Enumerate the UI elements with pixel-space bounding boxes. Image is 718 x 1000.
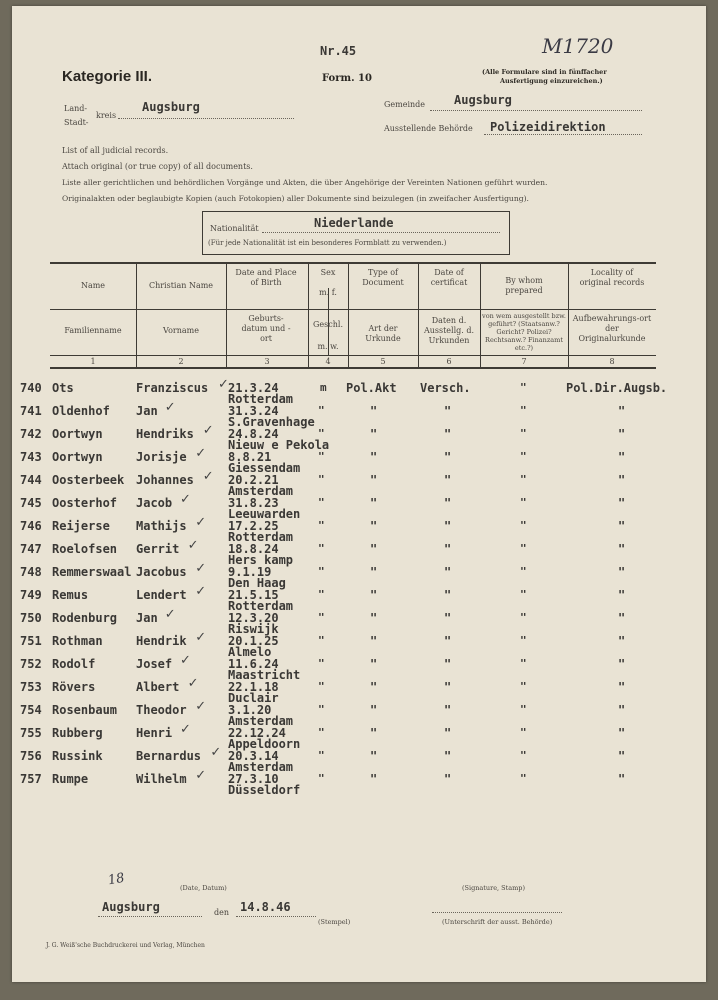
cell-birthplace: Rotterdam [228,599,294,613]
land-label: Land- [64,104,88,113]
cell-birth: 22.12.24 [228,726,286,740]
cell-birth: 18.8.24 [228,542,279,556]
cell-birth: 21.5.15 [228,588,279,602]
cell-date: " [444,611,452,625]
col-6-num: 6 [446,357,452,366]
cell-birth: 17.2.25 [228,519,279,533]
col-3-num: 3 [264,357,270,366]
cell-first: Wilhelm [136,772,187,786]
cell-birthplace: Maastricht [228,668,301,682]
cell-no: 740 [20,381,42,395]
cell-sex: " [318,726,325,739]
cell-sex: " [318,565,325,578]
cell-loc: " [618,473,626,487]
cell-first: Jacob [136,496,173,510]
check-mark-icon: ✓ [180,492,191,507]
cell-first: Jacobus [136,565,187,579]
cell-birthplace: Amsterdam [228,760,294,774]
cell-birthplace: Appeldoorn [228,737,301,751]
cell-by: " [520,427,527,440]
gemeinde-value: Augsburg [454,93,512,107]
cell-birthplace: Hers kamp [228,553,294,567]
kreis-value: Augsburg [142,100,200,114]
cell-no: 753 [20,680,42,694]
cell-loc: Pol.Dir.Augsb. [566,381,668,395]
cell-birthplace: Leeuwarden [228,507,301,521]
cell-by: " [520,473,527,486]
col-4-sub-en: m. f. [319,288,337,297]
cell-by: " [520,611,527,624]
cell-birthplace: Duclair [228,691,279,705]
date-value: 14.8.46 [240,900,291,914]
cell-by: " [520,519,527,532]
cell-type: " [370,565,378,579]
cell-birthplace: Riswijk [228,622,279,636]
check-mark-icon: ✓ [187,538,199,553]
col-4-en: Sex [320,268,336,277]
cell-loc: " [618,588,626,602]
cell-date: " [444,519,452,533]
cell-date: Versch. [420,381,471,395]
cell-birthplace: Amsterdam [228,484,294,498]
cell-date: " [444,450,452,464]
col-5-num: 5 [380,357,386,366]
col-8-num: 8 [609,357,615,366]
cell-date: " [444,427,452,441]
cell-type: " [370,703,378,717]
cell-first: Jan [136,404,158,418]
col-6-en: Date of certificat [430,268,468,287]
cell-loc: " [618,542,626,556]
nationality-note: (Für jede Nationalität ist ein besonderes Formblatt zu verwenden.) [208,239,447,247]
instruction-3: Liste aller gerichtlichen und behördlichen Vorgänge und Akten, die über Angehörige der Vereinten Nationen geführt wurden. [62,178,548,187]
cell-birth: 22.1.18 [228,680,279,694]
check-mark-icon: ✓ [195,699,207,714]
cell-birth: 24.8.24 [228,427,279,441]
cell-date: " [444,657,452,671]
col-2-de: Vorname [163,326,199,335]
cell-first: Theodor [136,703,187,717]
cell-no: 751 [20,634,42,648]
col-7-de: von wem ausgestellt bzw. geführt? (Staatsanw.? Gericht? Polizei? Rechtsanw.? Finanzamt etc.?) [482,312,566,352]
cell-first: Josef [136,657,173,671]
col-7-en: By whom prepared [505,276,543,295]
cell-sex: " [318,542,325,555]
cell-loc: " [618,703,626,717]
cell-surname: Rövers [52,680,96,694]
cell-birth: 21.3.24 [228,381,279,395]
cell-date: " [444,565,452,579]
cell-surname: Reijerse [52,519,110,533]
cell-no: 748 [20,565,42,579]
place-value: Augsburg [102,900,160,914]
cell-date: " [444,496,452,510]
stempel-label: (Stempel) [318,918,351,926]
den-label: den [214,908,230,917]
cell-birth: 20.3.14 [228,749,279,763]
col-8-en: Locality of original records [579,268,645,287]
cell-by: " [520,772,527,785]
col-5-de: Art der Urkunde [365,324,401,343]
cell-type: " [370,772,378,786]
cell-birthplace: Giessendam [228,461,301,475]
cell-surname: Oortwyn [52,450,103,464]
col-3-en: Date and Place of Birth [235,268,297,287]
document-page [12,6,706,982]
cell-type: " [370,749,378,763]
cell-first: Henri [136,726,173,740]
note-line-1: (Alle Formulare sind in fünffacher [482,68,607,76]
handwritten-reference: M1720 [542,34,614,58]
cell-no: 755 [20,726,42,740]
cell-birthplace: Rotterdam [228,392,294,406]
cell-birth: 3.1.20 [228,703,272,717]
cell-no: 742 [20,427,42,441]
col-4-sub-de: m. w. [317,342,339,351]
cell-date: " [444,726,452,740]
cell-loc: " [618,519,626,533]
cell-surname: Ots [52,381,74,395]
cell-birth: 8.8.21 [228,450,272,464]
gemeinde-label: Gemeinde [384,100,426,109]
check-mark-icon: ✓ [195,515,207,530]
cell-type: " [370,519,378,533]
cell-date: " [444,473,452,487]
cell-loc: " [618,634,626,648]
cell-birthplace: Almelo [228,645,272,659]
cell-date: " [444,680,452,694]
cell-surname: Rodenburg [52,611,118,625]
cell-type: " [370,726,378,740]
check-mark-icon: ✓ [218,377,229,392]
behoerde-value: Polizeidirektion [490,120,606,134]
cell-by: " [520,542,527,555]
cell-by: " [520,404,527,417]
col-1-de: Familienname [64,326,122,335]
cell-sex: " [318,473,325,486]
check-mark-icon: ✓ [164,607,176,622]
stadt-label: Stadt- [64,118,89,127]
cell-by: " [520,565,527,578]
nationality-label: Nationalität [210,224,259,233]
cell-surname: Russink [52,749,103,763]
instruction-2: Attach original (or true copy) of all documents. [62,162,253,171]
cell-birth: 27.3.10 [228,772,279,786]
cell-sex: " [318,680,325,693]
cell-loc: " [618,565,626,579]
cell-surname: Rumpe [52,772,89,786]
cell-sex: " [318,657,325,670]
cell-by: " [520,496,527,509]
cell-birthplace: Düsseldorf [228,783,301,797]
cell-surname: Oosterhof [52,496,118,510]
col-1-num: 1 [90,357,96,366]
cell-surname: Remus [52,588,89,602]
check-mark-icon: ✓ [202,469,214,484]
cell-type: " [370,680,378,694]
cell-surname: Rubberg [52,726,103,740]
cell-surname: Oldenhof [52,404,110,418]
cell-birthplace: S.Gravenhage [228,415,315,429]
cell-by: " [520,450,527,463]
instruction-4: Originalakten oder beglaubigte Kopien (auch Fotokopien) aller Dokumente sind beizulegen (in zweifacher Ausfertigung). [62,194,529,203]
cell-loc: " [618,749,626,763]
check-mark-icon: ✓ [187,676,199,691]
cell-type: Pol.Akt [346,381,397,395]
cell-first: Bernardus [136,749,202,763]
cell-birth: 11.6.24 [228,657,279,671]
printer-imprint: J. G. Weiß'sche Buchdruckerei und Verlag, München [46,942,205,949]
cell-by: " [520,381,527,394]
cell-by: " [520,657,527,670]
cell-sex: " [318,588,325,601]
form-label: Form. 10 [322,73,372,84]
cell-birth: 9.1.19 [228,565,272,579]
cell-first: Hendriks [136,427,194,441]
cell-type: " [370,496,378,510]
check-mark-icon: ✓ [210,745,222,760]
cell-by: " [520,680,527,693]
cell-by: " [520,634,527,647]
cell-no: 757 [20,772,42,786]
check-mark-icon: ✓ [180,653,191,668]
cell-no: 744 [20,473,42,487]
cell-sex: " [318,703,325,716]
col-4-de: Geschl. [313,320,343,329]
col-7-num: 7 [521,357,527,366]
cell-by: " [520,726,527,739]
cell-type: " [370,542,378,556]
col-2-num: 2 [178,357,184,366]
cell-birth: 31.3.24 [228,404,279,418]
cell-sex: m [320,381,327,394]
cell-loc: " [618,496,626,510]
check-mark-icon: ✓ [195,446,207,461]
behoerde-label: Ausstellende Behörde [384,124,473,133]
cell-birthplace: Den Haag [228,576,286,590]
cell-loc: " [618,611,626,625]
cell-surname: Oortwyn [52,427,103,441]
cell-sex: " [318,427,325,440]
cell-surname: Rothman [52,634,103,648]
cell-date: " [444,404,452,418]
cell-date: " [444,588,452,602]
cell-no: 746 [20,519,42,533]
check-mark-icon: ✓ [195,768,207,783]
cell-no: 756 [20,749,42,763]
cell-sex: " [318,496,325,509]
check-mark-icon: ✓ [195,584,207,599]
cell-surname: Rosenbaum [52,703,118,717]
cell-first: Johannes [136,473,194,487]
cell-date: " [444,749,452,763]
cell-first: Jan [136,611,158,625]
cell-birth: 20.1.25 [228,634,279,648]
cell-first: Jorisje [136,450,187,464]
col-3-de: Geburts-datum und -ort [241,314,291,343]
cell-first: Franziscus [136,381,209,395]
cell-loc: " [618,450,626,464]
col-8-de: Aufbewahrungs-ort der Originalurkunde [572,314,652,343]
cell-surname: Rodolf [52,657,96,671]
cell-by: " [520,588,527,601]
cell-sex: " [318,749,325,762]
cell-no: 745 [20,496,42,510]
instruction-1: List of all judicial records. [62,146,169,155]
cell-by: " [520,749,527,762]
check-mark-icon: ✓ [195,561,207,576]
cell-loc: " [618,657,626,671]
col-4-num: 4 [325,357,331,366]
margin-handwritten-mark: 18 [106,870,126,889]
cell-first: Hendrik [136,634,187,648]
cell-loc: " [618,772,626,786]
cell-date: " [444,542,452,556]
unterschrift-label: (Unterschrift der ausst. Behörde) [442,918,553,926]
check-mark-icon: ✓ [164,400,176,415]
cell-sex: " [318,519,325,532]
cell-sex: " [318,772,325,785]
cell-date: " [444,703,452,717]
cell-loc: " [618,726,626,740]
cell-loc: " [618,427,626,441]
cell-surname: Remmerswaal [52,565,132,579]
cell-sex: " [318,450,325,463]
cell-date: " [444,772,452,786]
cell-loc: " [618,404,626,418]
cell-type: " [370,634,378,648]
cell-surname: Oosterbeek [52,473,125,487]
cell-birthplace: Amsterdam [228,714,294,728]
cell-sex: " [318,404,325,417]
cell-surname: Roelofsen [52,542,118,556]
cell-type: " [370,427,378,441]
cell-date: " [444,634,452,648]
cell-no: 741 [20,404,42,418]
cell-first: Albert [136,680,180,694]
cell-no: 750 [20,611,42,625]
cell-type: " [370,657,378,671]
signature-label: (Signature, Stamp) [462,884,525,892]
cell-no: 752 [20,657,42,671]
check-mark-icon: ✓ [180,722,191,737]
cell-type: " [370,588,378,602]
check-mark-icon: ✓ [202,423,214,438]
cell-type: " [370,404,378,418]
cell-no: 749 [20,588,42,602]
cell-first: Gerrit [136,542,180,556]
col-1-en: Name [80,281,106,290]
cell-birth: 20.2.21 [228,473,279,487]
cell-type: " [370,473,378,487]
kategorie-title: Kategorie III. [62,68,153,85]
cell-no: 743 [20,450,42,464]
cell-type: " [370,450,378,464]
cell-sex: " [318,611,325,624]
cell-sex: " [318,634,325,647]
form-number: Nr.45 [320,44,357,58]
cell-birth: 12.3.20 [228,611,279,625]
cell-birthplace: Nieuw e Pekola [228,438,330,452]
check-mark-icon: ✓ [195,630,207,645]
cell-type: " [370,611,378,625]
cell-no: 747 [20,542,42,556]
cell-loc: " [618,680,626,694]
cell-birthplace: Rotterdam [228,530,294,544]
col-6-de: Daten d. Ausstellg. d. Urkunden [423,316,475,345]
cell-first: Mathijs [136,519,187,533]
kreis-label: kreis [96,111,117,120]
note-line-2: Ausfertigung einzureichen.) [500,77,603,85]
cell-no: 754 [20,703,42,717]
cell-by: " [520,703,527,716]
cell-first: Lendert [136,588,187,602]
col-2-en: Christian Name [148,281,214,290]
date-label: (Date, Datum) [180,884,227,892]
nationality-value: Niederlande [314,216,394,230]
cell-birth: 31.8.23 [228,496,279,510]
col-5-en: Type of Document [362,268,404,287]
